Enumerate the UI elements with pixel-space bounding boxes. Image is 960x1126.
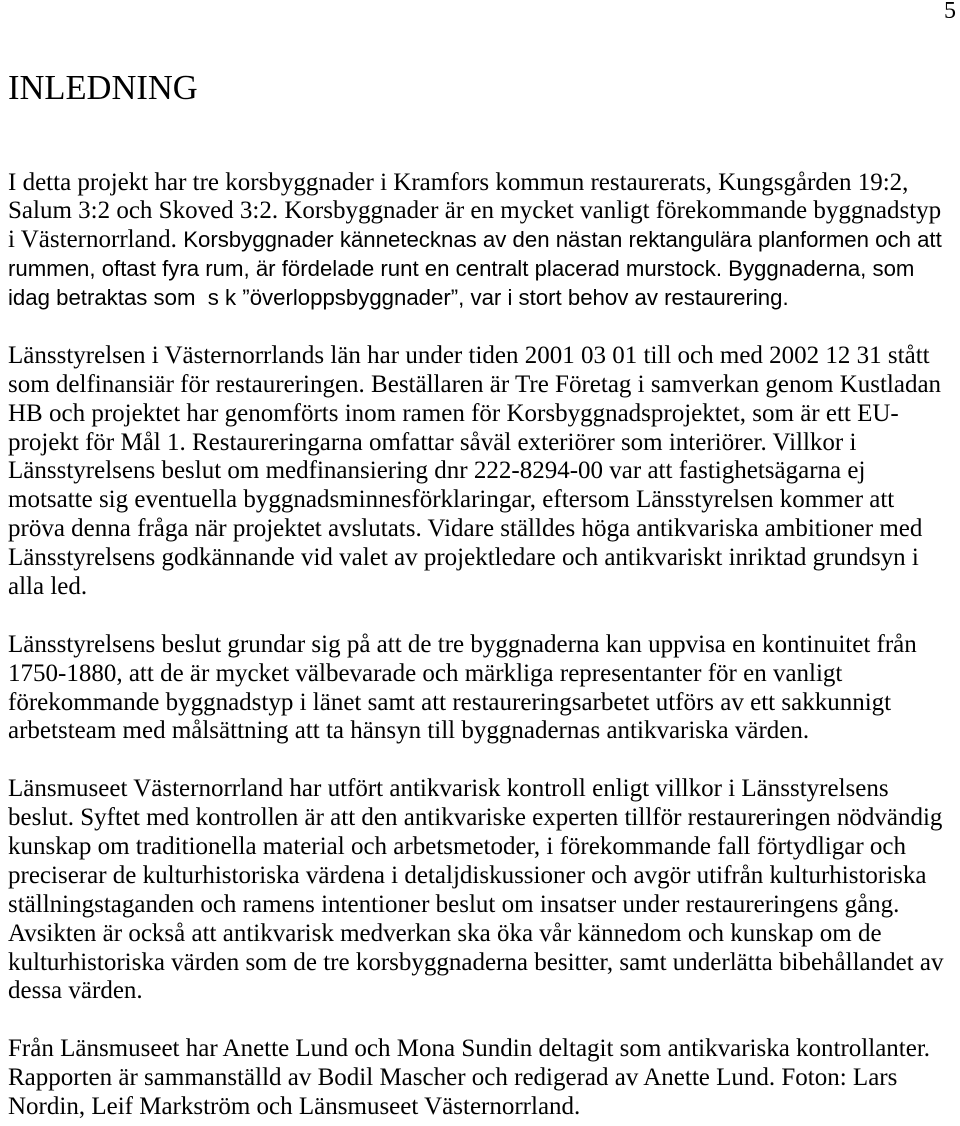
text-line: beslut. Syftet med kontrollen är att den antikvariske experten tillför restaureringen nödvändig bbox=[8, 804, 943, 832]
text-line: som delfinansiär för restaureringen. Beställaren är Tre Företag i samverkan genom Kustladan bbox=[8, 370, 942, 398]
text-line: 1750-1880, att de är mycket välbevarade och märkliga representanter för en vanligt bbox=[8, 659, 843, 687]
text-line: Länsstyrelsen i Västernorrlands län har under tiden 2001 03 01 till och med 2002 12 31 stått bbox=[8, 341, 930, 369]
text-segment: Korsbyggnader kännetecknas av den nästan rektangulära planformen och att bbox=[183, 227, 942, 253]
text-line: Länsstyrelsens beslut om medfinansiering dnr 222-8294-00 var att fastighetsägarna ej bbox=[8, 457, 866, 485]
paragraph-decision-basis bbox=[8, 631, 956, 747]
text-line: HB och projektet har genomförts inom ramen för Korsbyggnadsprojektet, som är ett EU- bbox=[8, 399, 899, 427]
text-line: Salum 3:2 och Skoved 3:2. Korsbyggnader är en mycket vanligt förekommande byggnadstyp bbox=[8, 197, 942, 225]
paragraph-credits bbox=[8, 1035, 956, 1122]
text-line: Länsmuseet Västernorrland har utfört antikvarisk kontroll enligt villkor i Länsstyrelsens bbox=[8, 775, 889, 803]
text-line: idag betraktas som s k ”överloppsbyggnader”, var i stort behov av restaurering. bbox=[8, 285, 789, 311]
text-line: motsatte sig eventuella byggnadsminnesförklaringar, eftersom Länsstyrelsen kommer att bbox=[8, 486, 895, 514]
text-line: Från Länsmuseet har Anette Lund och Mona Sundin deltagit som antikvariska kontrollanter. bbox=[8, 1035, 931, 1063]
text-line: projekt för Mål 1. Restaureringarna omfattar såväl exteriörer som interiörer. Villkor i bbox=[8, 428, 857, 456]
paragraph-antiquarian-control bbox=[8, 775, 956, 1006]
text-line: Länsstyrelsens godkännande vid valet av projektledare och antikvariskt inriktad grundsyn i bbox=[8, 544, 919, 572]
section-heading: INLEDNING bbox=[8, 69, 198, 107]
text-line bbox=[8, 226, 956, 255]
text-line: kunskap om traditionella material och arbetsmetoder, i förekommande fall förtydligar och bbox=[8, 832, 906, 860]
text-line: förekommande byggnadstyp i länet samt att restaureringsarbetet utförs av ett sakkunnigt bbox=[8, 688, 892, 716]
text-line: Länsstyrelsens beslut grundar sig på att de tre byggnaderna kan uppvisa en kontinuitet från bbox=[8, 630, 917, 658]
text-line: preciserar de kulturhistoriska värdena i detaljdiskussioner och avgör utifrån kulturhistoriska bbox=[8, 861, 927, 889]
text-line: Nordin, Leif Markström och Länsmuseet Västernorrland. bbox=[8, 1093, 581, 1120]
text-line: alla led. bbox=[8, 572, 88, 600]
body-text bbox=[8, 169, 956, 1122]
text-line: rummen, oftast fyra rum, är fördelade runt en centralt placerad murstock. Byggnaderna, som bbox=[8, 256, 915, 282]
text-line: Rapporten är sammanställd av Bodil Mascher och redigerad av Anette Lund. Foton: Lars bbox=[8, 1064, 898, 1092]
text-line: ställningstaganden och ramens intentioner beslut om insatser under restaureringens gång. bbox=[8, 890, 900, 918]
text-line: I detta projekt har tre korsbyggnader i Kramfors kommun restaurerats, Kungsgården 19:2, bbox=[8, 168, 909, 196]
text-line: arbetsteam med målsättning att ta hänsyn till byggnadernas antikvariska värden. bbox=[8, 717, 810, 745]
text-segment: i Västernorrland. bbox=[8, 226, 184, 254]
paragraph-project-intro bbox=[8, 169, 956, 313]
text-line: dessa värden. bbox=[8, 977, 143, 1005]
text-line: kulturhistoriska värden som de tre korsbyggnaderna besitter, samt underlätta bibehållandet av bbox=[8, 948, 944, 976]
text-line: Avsikten är också att antikvarisk medverkan ska öka vår kännedom och kunskap om de bbox=[8, 919, 882, 947]
page-number: 5 bbox=[944, 0, 956, 24]
paragraph-funding bbox=[8, 342, 956, 602]
text-line: pröva denna fråga när projektet avslutats. Vidare ställdes höga antikvariska ambitioner med bbox=[8, 515, 923, 543]
